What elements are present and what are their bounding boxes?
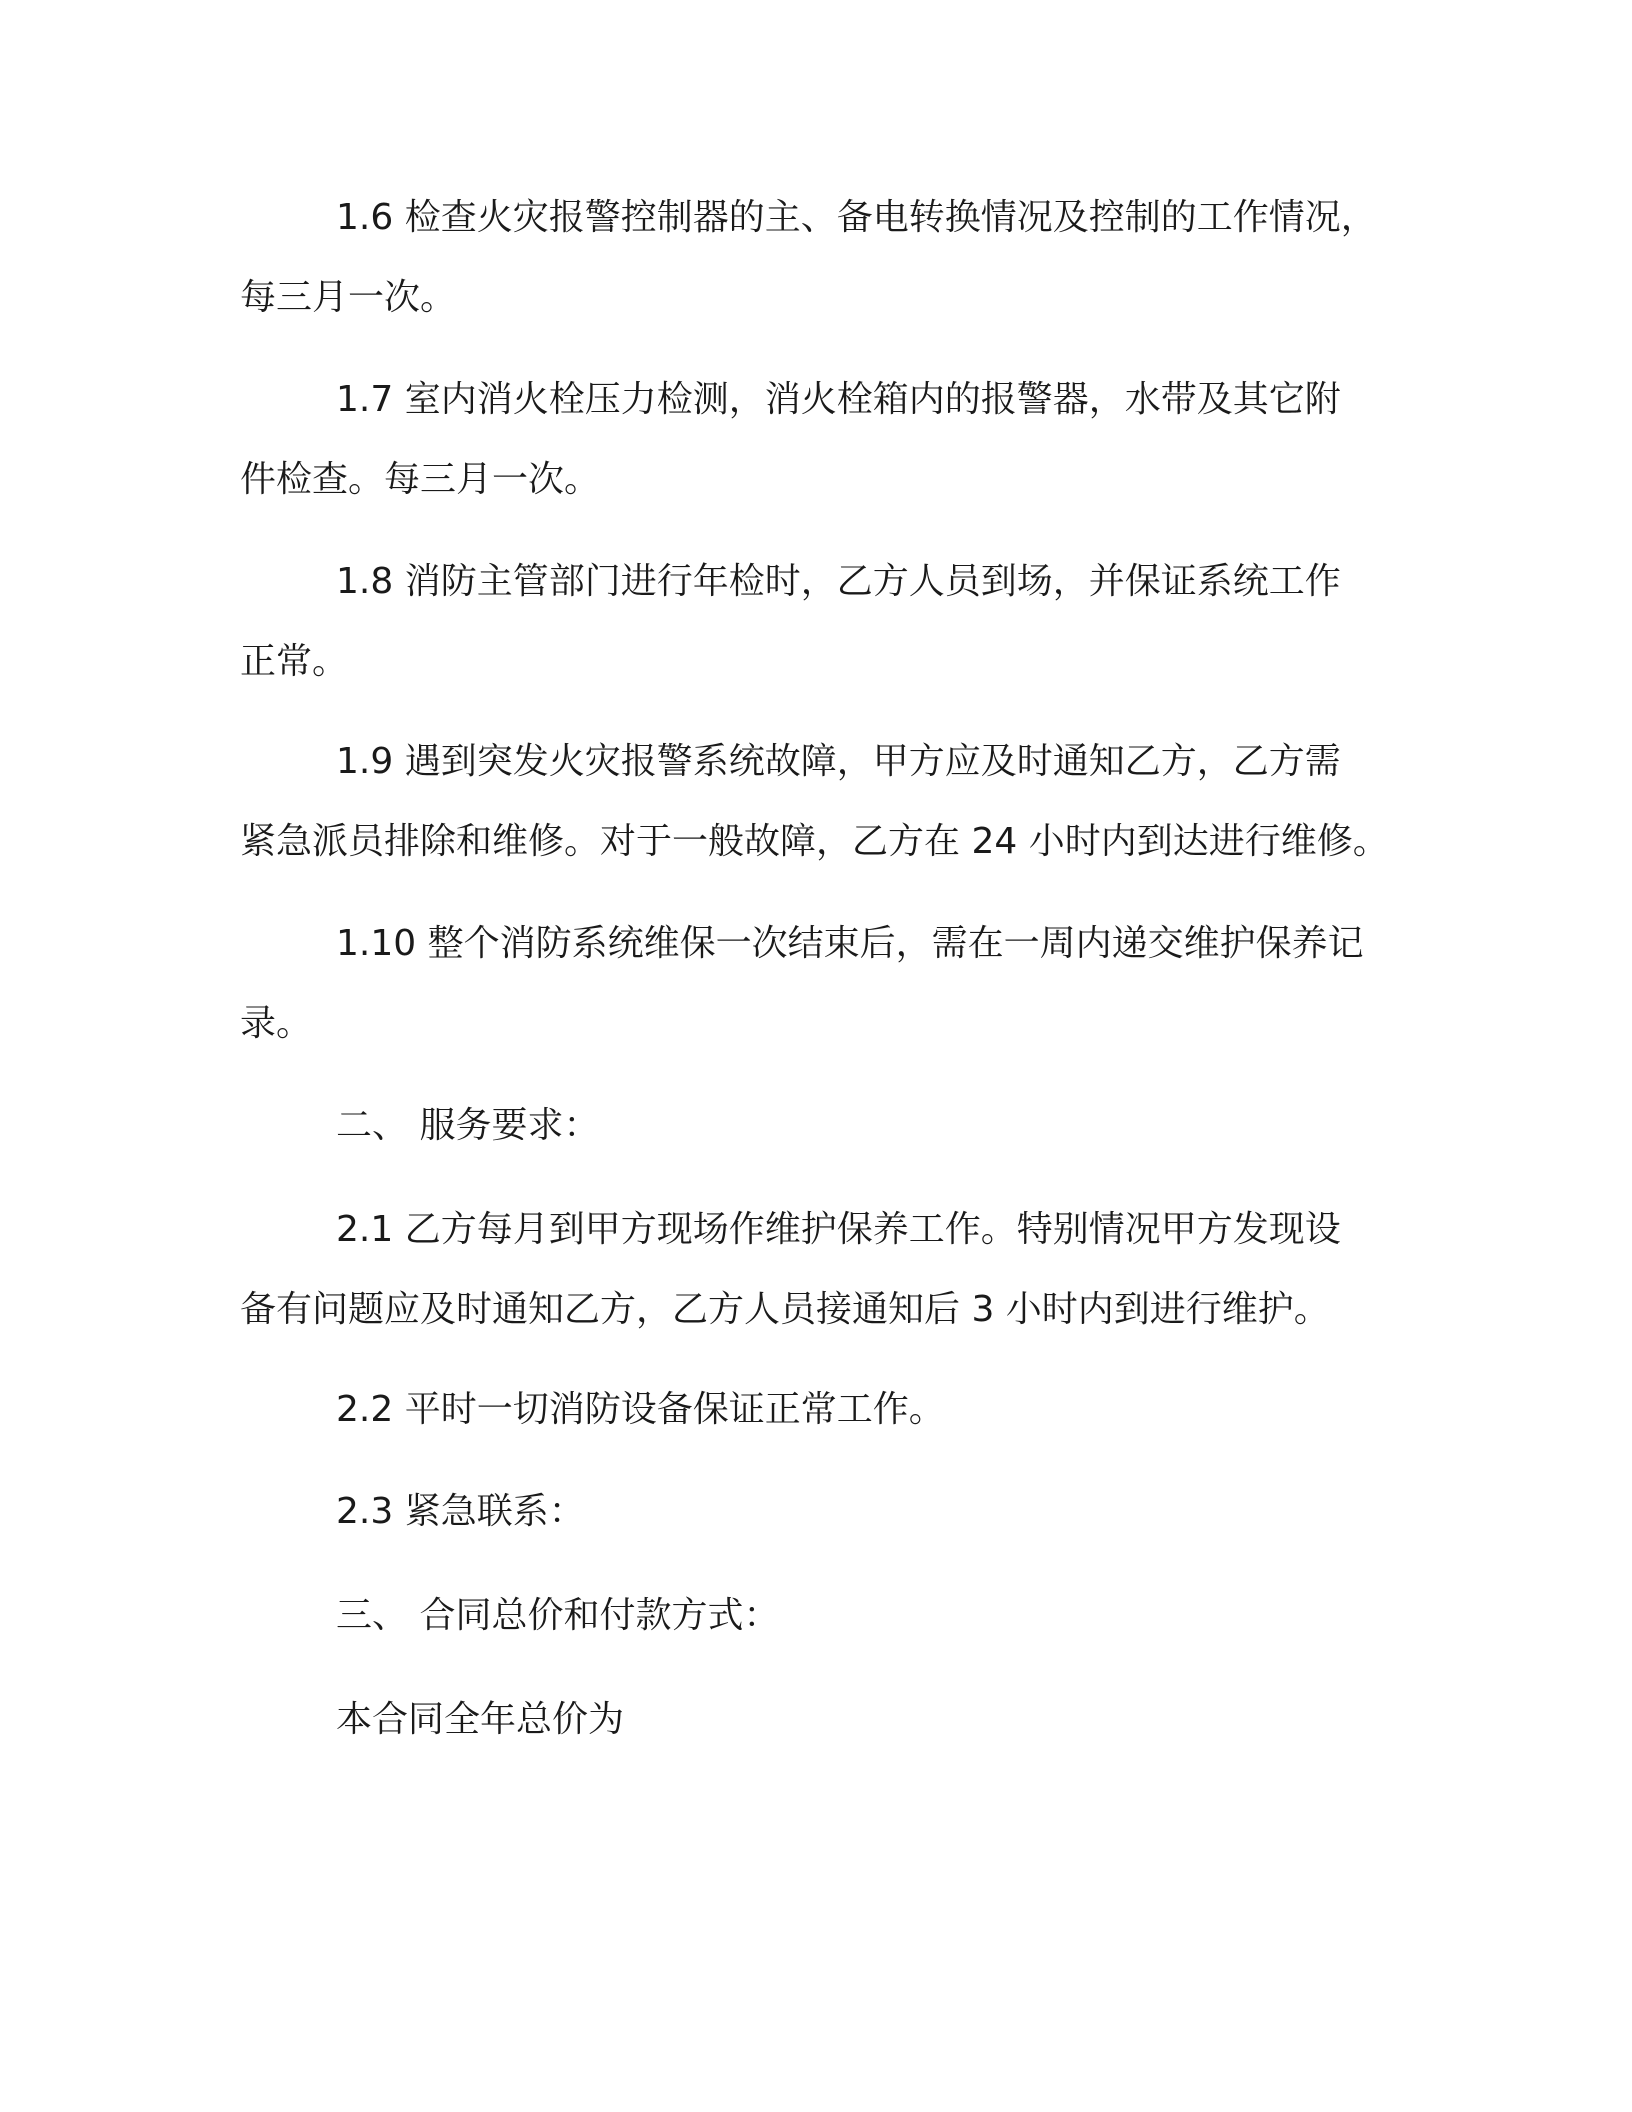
section-heading-3 <box>240 1576 1440 1656</box>
section-heading-2 <box>240 1086 1440 1166</box>
section-heading: 三、 合同总价和付款方式： <box>336 1595 780 1636</box>
paragraph-1-10 <box>240 904 1440 1064</box>
paragraph-line: 件检查。每三月一次。 <box>240 459 601 500</box>
paragraph-line: 备有问题应及时通知乙方，乙方人员接通知后 3 小时内到进行维护。 <box>240 1289 1330 1330</box>
paragraph-3-body <box>240 1680 1440 1760</box>
section-heading: 二、 服务要求： <box>336 1105 600 1146</box>
paragraph-line: 录。 <box>240 1003 313 1044</box>
paragraph-line: 1.8 消防主管部门进行年检时，乙方人员到场，并保证系统工作 <box>336 561 1341 602</box>
paragraph-2-1 <box>240 1190 1440 1350</box>
paragraph-2-2 <box>240 1370 1440 1450</box>
paragraph-line: 2.2 平时一切消防设备保证正常工作。 <box>336 1389 945 1430</box>
paragraph-line: 1.6 检查火灾报警控制器的主、备电转换情况及控制的工作情况， <box>336 197 1377 238</box>
paragraph-1-8 <box>240 542 1440 702</box>
paragraph-line: 2.3 紧急联系： <box>336 1491 585 1532</box>
paragraph-line: 紧急派员排除和维修。对于一般故障，乙方在 24 小时内到达进行维修。 <box>240 821 1389 862</box>
paragraph-line: 1.7 室内消火栓压力检测，消火栓箱内的报警器，水带及其它附 <box>336 379 1341 420</box>
paragraph-line: 每三月一次。 <box>240 277 457 318</box>
paragraph-line: 1.9 遇到突发火灾报警系统故障，甲方应及时通知乙方，乙方需 <box>336 741 1341 782</box>
paragraph-line: 2.1 乙方每月到甲方现场作维护保养工作。特别情况甲方发现设 <box>336 1209 1341 1250</box>
paragraph-line: 1.10 整个消防系统维保一次结束后，需在一周内递交维护保养记 <box>336 923 1364 964</box>
paragraph-1-9 <box>240 722 1440 882</box>
paragraph-line: 本合同全年总价为 <box>336 1699 625 1740</box>
paragraph-2-3 <box>240 1472 1440 1552</box>
paragraph-1-7 <box>240 360 1440 520</box>
paragraph-line: 正常。 <box>240 641 349 682</box>
paragraph-1-6 <box>240 178 1440 338</box>
